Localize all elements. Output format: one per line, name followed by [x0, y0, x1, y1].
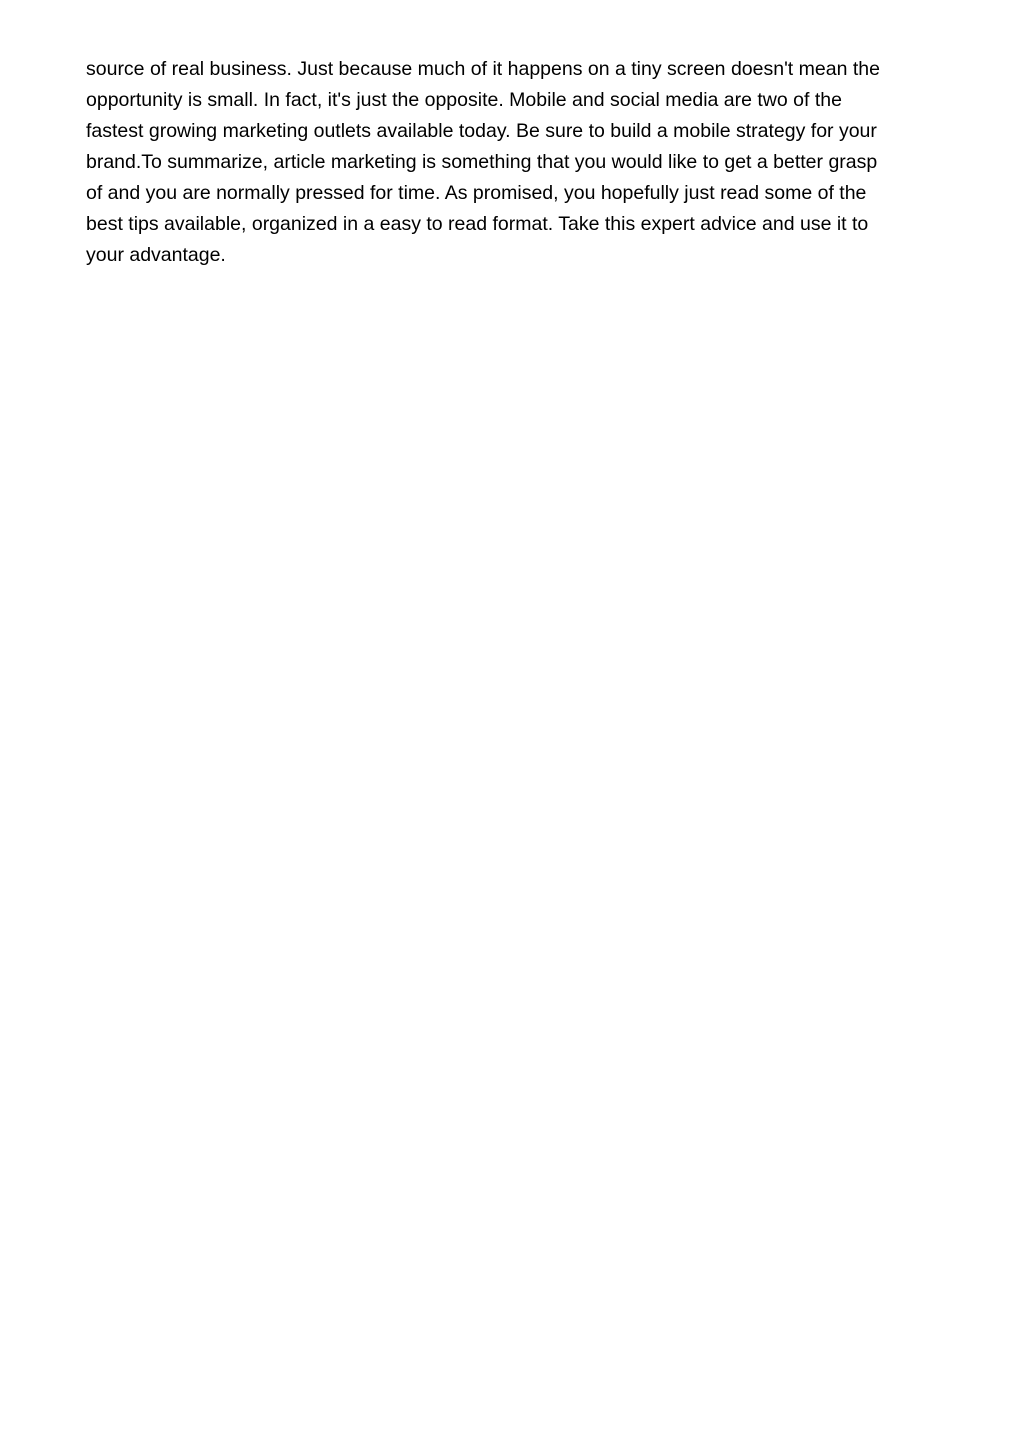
text-line: opportunity is small. In fact, it's just the opposite. Mobile and social media are two of the [86, 89, 842, 111]
text-line: best tips available, organized in a easy to read format. Take this expert advice and use it to [86, 213, 869, 235]
text-line: your advantage. [86, 244, 226, 266]
text-line: source of real business. Just because much of it happens on a tiny screen doesn't mean the [86, 58, 880, 80]
text-line: of and you are normally pressed for time. As promised, you hopefully just read some of the [86, 182, 867, 204]
text-line: brand.To summarize, article marketing is something that you would like to get a better grasp [86, 151, 878, 173]
body-text [86, 54, 938, 271]
text-line: fastest growing marketing outlets available today. Be sure to build a mobile strategy for your [86, 120, 877, 142]
